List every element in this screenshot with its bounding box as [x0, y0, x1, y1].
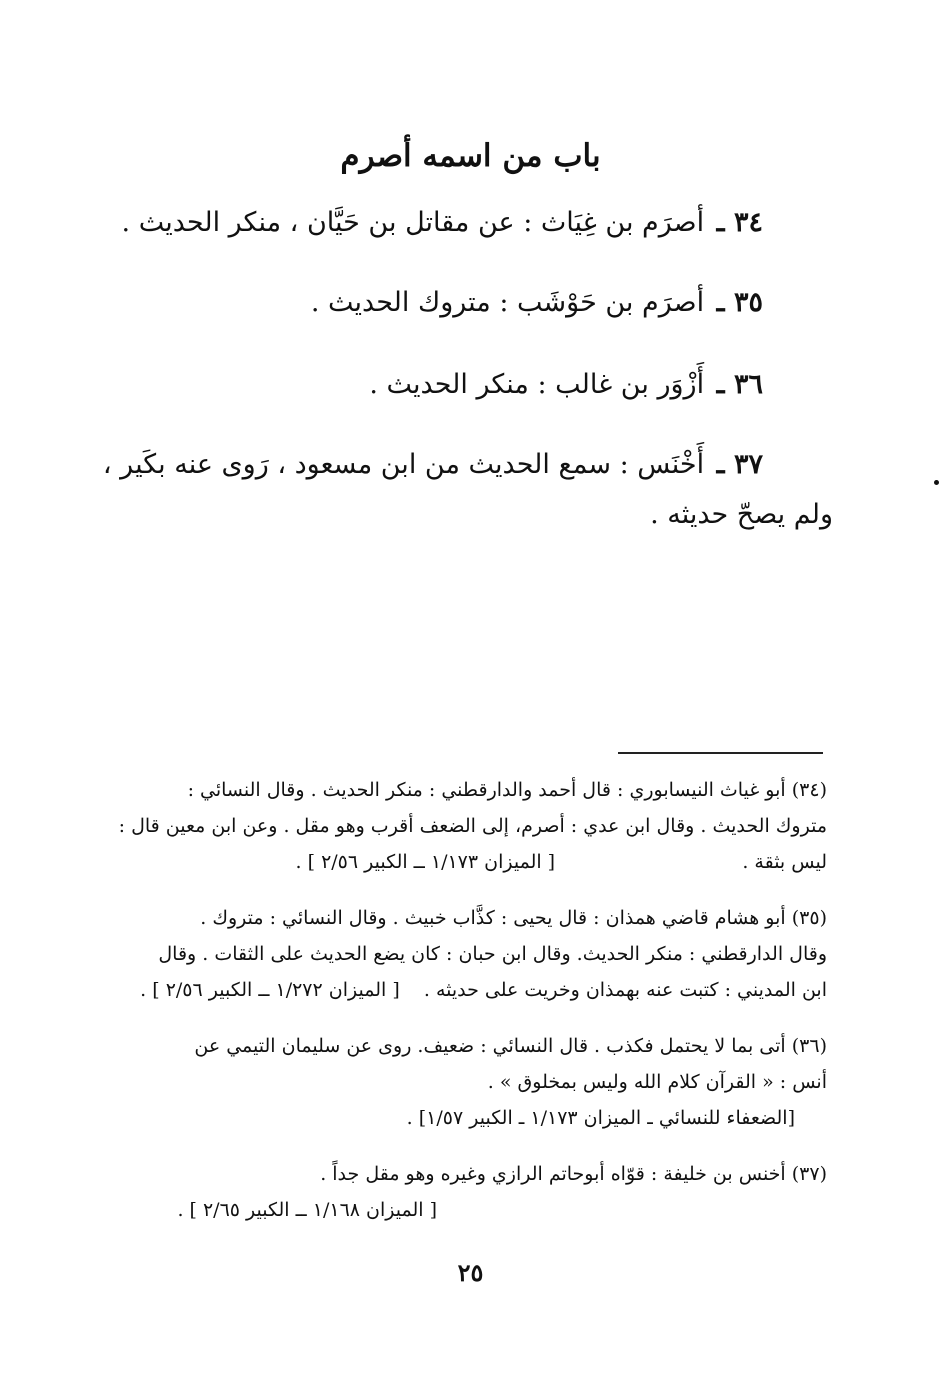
footnote-line: ليس بثقة . [ الميزان ١/١٧٣ ــ الكبير ٢/٥٦ ] . — [295, 851, 827, 873]
scan-speck — [934, 480, 939, 485]
footnote-line: (٣٧) أخنس بن خليفة : قوّاه أبوحاتم الرازي وغيره وهو مقل جداً . — [320, 1163, 827, 1185]
entry-37 — [102, 440, 833, 540]
entry-text: أصرَم بن حَوْشَب : متروك الحديث . — [310, 287, 705, 318]
entry-number: ٣٦ ـ — [716, 369, 763, 400]
entry-35 — [311, 278, 763, 328]
entry-number: ٣٤ ـ — [716, 207, 763, 238]
entry-34 — [122, 198, 763, 248]
footnote-line: (٣٦) أتى بما لا يحتمل فكذب . قال النسائي : ضعيف. روى عن سليمان التيمي عن — [194, 1035, 827, 1057]
footnote-line: أنس : « القرآن كلام الله وليس بمخلوق » . — [487, 1071, 827, 1093]
footnote-34 — [118, 772, 827, 880]
entry-number: ٣٥ ـ — [716, 287, 763, 318]
footnote-line: (٣٥) أبو هشام قاضي همذان : قال يحيى : كذَّاب خبيث . وقال النسائي : متروك . — [200, 907, 827, 929]
footnote-line: وقال الدارقطني : منكر الحديث. وقال ابن حبان : كان يضع الحديث على الثقات . وقال — [158, 943, 827, 965]
footnote-37 — [127, 1156, 827, 1228]
footnote-line: [ الميزان ١/١٦٨ ــ الكبير ٢/٦٥ ] . — [177, 1199, 437, 1221]
page-number: ٢٥ — [457, 1258, 484, 1287]
footnote-separator — [618, 752, 823, 754]
footnote-line: [الضعفاء للنسائي ـ الميزان ١/١٧٣ ـ الكبير ١/٥٧] . — [406, 1107, 795, 1129]
footnote-line: متروك الحديث . وقال ابن عدي : أصرم، إلى الضعف أقرب وهو مقل . وعن ابن معين قال : — [118, 815, 827, 837]
entry-number: ٣٧ ـ — [716, 449, 763, 480]
footnote-line: ابن المديني : كتبت عنه بهمذان وخريت على حديثه . [ الميزان ١/٢٧٢ ــ الكبير ٢/٥٦ ] . — [140, 979, 827, 1001]
entry-text: أَزْوَر بن غالب : منكر الحديث . — [369, 369, 705, 400]
entry-text-continued: ولم يصحّ حديثه . — [650, 499, 833, 530]
footnote-35 — [127, 900, 827, 1008]
entry-36 — [369, 360, 763, 410]
entry-text: أَخْنَس : سمع الحديث من ابن مسعود ، رَوى عنه بكَير ، — [102, 449, 705, 480]
chapter-heading: باب من اسمه أصرم — [340, 138, 601, 174]
footnote-36 — [127, 1028, 827, 1136]
entry-text: أصرَم بن غِيَاث : عن مقاتل بن حَيَّان ، منكر الحديث . — [121, 207, 705, 238]
footnote-line: (٣٤) أبو غياث النيسابوري : قال أحمد والدارقطني : منكر الحديث . وقال النسائي : — [187, 779, 827, 801]
